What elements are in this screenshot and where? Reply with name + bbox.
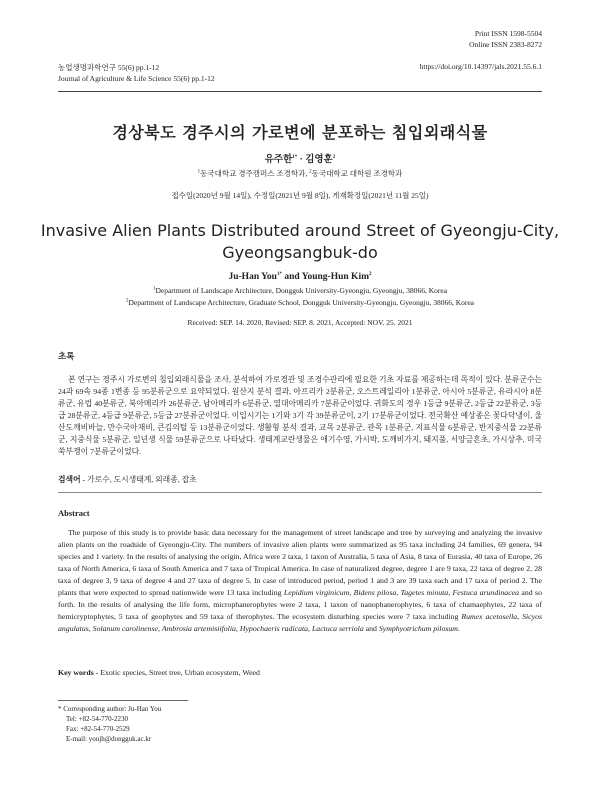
abstract-en-comma: , [235, 624, 240, 633]
species-name: Bidens pilosa [353, 588, 397, 597]
journal-name-en: Journal of Agriculture & Life Science 55(6) pp.1-12 [58, 74, 215, 83]
abstract-en-seg-2: and so forth. In the results of analysing the life form, microphanerophytes were 2 taxa, 1 taxon of nanophanerophytes, 6 taxa of chamaephytes, 22 taxa of hemicryptophytes, 5 taxa of geophytes and 59 taxa of therophytes. The ecosystem disturbing species were 7 taxa including [58, 588, 542, 621]
abstract-en-seg-1: The purpose of this study is to provide basic data necessary for the management of street landscape and tree by surveying and analyzing the invasive alien plants on the roadside of Gyeongju-City. The numbers of invasive alien plants were summarized as 95 taxa including 24 families, 69 genera, 94 species and 1 variety. In the results of analysing the origin, Africa were 2 taxa, 1 taxon of Australia, 5 taxa of Asia, 8 taxa of Eurasia, 40 taxa of Europe, 26 taxa of North America, 6 taxa of South America and 7 taxa of Tropical America. In case of naturalized degree, degree 1 are 9 taxa, 22 taxa of degree 2, 28 taxa of degree 3, 9 taxa of degree 4 and 27 taxa of degree 5. In case of introduced period, period 1 and 3 are 39 taxa each and 17 taxa of period 2. The plants that were expected to spread nationwide were 13 taxa including [58, 528, 542, 597]
abstract-en-comma: , [308, 624, 312, 633]
header-divider [58, 91, 542, 92]
title-korean: 경상북도 경주시의 가로변에 분포하는 침입외래식물 [112, 123, 488, 142]
abstract-en-heading: Abstract [58, 508, 90, 518]
species-name: Festuca arundinacea [452, 588, 520, 597]
dates-english: Received: SEP. 14. 2020, Revised: SEP. 8. 2021, Accepted: NOV. 25. 2021 [187, 318, 413, 327]
title-english-line-2: Gyeongsangbuk-do [222, 243, 378, 262]
species-name: Sicyos angulatus [58, 612, 542, 633]
author-2-ko: 김영훈 [305, 155, 333, 165]
affil-en-1: Department of Landscape Architecture, Dongguk University-Gyeongju, Gyeongju, 38066, Korea [155, 286, 448, 295]
species-name: Ambrosia artemisiifolia [161, 624, 236, 633]
abstract-en-comma: , [448, 588, 453, 597]
abstract-en-seg-3: . [457, 624, 460, 633]
affiliation-english-2 [0, 298, 600, 307]
journal-name-ko: 농업생명과학연구 55(6) pp.1-12 [58, 63, 160, 72]
affiliation-english-1 [0, 286, 600, 295]
keywords-en-text: - Exotic species, Street tree, Urban ecosystem, Weed [93, 668, 260, 677]
keywords-ko [58, 474, 542, 485]
author-1-en: Ju-Han You [228, 272, 277, 283]
author-and: and [281, 272, 302, 283]
abstract-en-body [58, 527, 542, 635]
abstract-en-and: and [363, 624, 379, 633]
online-issn: Online ISSN 2383-8272 [469, 40, 542, 49]
author-1-en-sup: 1* [276, 272, 282, 277]
abstract-en-comma: , [396, 588, 401, 597]
species-name: Solanum carolinense [92, 624, 158, 633]
footnote-tel: Tel: +82-54-770-2230 [66, 715, 128, 723]
abstract-divider [58, 492, 542, 493]
authors-english [0, 272, 600, 282]
authors-korean [0, 151, 600, 165]
doi-link[interactable]: https://doi.org/10.14397/jals.2021.55.6.1 [419, 62, 542, 71]
species-name: Tagetes minuta [400, 588, 449, 597]
affil-ko-1: 동국대학교 경주캠퍼스 조경학과, [200, 169, 310, 178]
author-2-en-sup: 2 [369, 272, 372, 277]
species-name: Lepidium virginicum [283, 588, 350, 597]
affil-ko-2: 동국대학교 대학원 조경학과 [311, 169, 403, 178]
affil-ko-sup-2: 2 [309, 169, 312, 175]
abstract-ko-heading: 초록 [58, 351, 75, 361]
abstract-en-comma: , [517, 612, 523, 621]
print-issn: Print ISSN 1598-5504 [474, 29, 542, 38]
issn-block [469, 28, 542, 50]
affiliations-korean [0, 168, 600, 179]
species-name: Lactuca serriola [311, 624, 364, 633]
affil-en-sup-1: 1 [152, 286, 156, 292]
author-2-ko-sup: 2 [332, 154, 336, 160]
journal-header [58, 62, 215, 84]
author-separator: · [297, 155, 306, 165]
keywords-ko-text: - 가로수, 도시생태계, 외래종, 잡초 [80, 475, 197, 484]
author-2-en: Young-Hun Kim [301, 272, 369, 283]
footnote-fax: Fax: +82-54-770-2529 [66, 725, 130, 733]
species-name: Symphyotrichum pilosum [378, 624, 458, 633]
title-english [0, 220, 600, 264]
footnote [58, 704, 161, 744]
title-english-line-1: Invasive Alien Plants Distributed around Street of Gyeongju-City, [40, 221, 560, 240]
corresponding-author: * Corresponding author: Ju-Han You [58, 705, 162, 713]
affil-ko-sup-1: 1 [197, 169, 201, 175]
affil-en-2: Department of Landscape Architecture, Graduate School, Dongguk University-Gyeongju, Gyeongju, 38066, Korea [128, 298, 475, 307]
author-1-ko-sup: 1* [292, 154, 298, 160]
keywords-en [58, 668, 542, 677]
keywords-en-label: Key words [58, 668, 94, 677]
footnote-divider [58, 700, 188, 701]
abstract-ko-body: 본 연구는 경주시 가로변의 침입외래식물을 조사, 분석하여 가로경관 및 조경수관리에 필요한 기초 자료를 제공하는데 목적이 있다. 분류군수는 24과 69속 94종 1변종 등 95분류군으로 요약되었다. 원산지 분석 결과, 아프리카 2분류군, 오스트레일리아 1분류군, 아시아 5분류군, 유라시아 8분류군, 유럽 40분류군, 북아메리카 26분류군, 남아메리카 6분류군, 열대아메리카 7분류군이었다. 귀화도의 경우 1등급 9분류군, 2등급 22분류군, 3등급 28분류군, 4등급 9분류군, 5등급 27분류군이었다. 이입시기는 1기와 3기 각 39분류군이, 2기 17분류군이었다. 전국확산 예상종은 꽃다닥냉이, 울산도깨비바늘, 만수국아재비, 큰김의털 등 13분류군이었다. 생활형 분석 결과, 교목 2분류군, 관목 1분류군, 지표식물 6분류군, 반지중식물 22분류군, 지중식물 5분류군, 일년생 식물 59분류군으로 나타났다. 생태계교란생물은 애기수영, 가시박, 도깨비가지, 돼지풀, 서양금혼초, 가시상추, 미국쑥부쟁이 7분류군이었다. [58, 375, 542, 456]
abstract-en-comma: , [88, 624, 93, 633]
abstract-en-comma: , [158, 624, 162, 633]
dates-korean: 접수일(2020년 9월 14일), 수정일(2021년 9월 8일), 게재확정일(2021년 11월 25일) [171, 191, 429, 200]
footnote-email[interactable]: E-mail: youjh@dongguk.ac.kr [66, 735, 152, 743]
species-name: Hypochaeris radicata [239, 624, 309, 633]
keywords-ko-label: 검색어 [58, 475, 81, 484]
author-1-ko: 유주한 [264, 155, 293, 165]
affil-en-sup-2: 2 [125, 298, 129, 304]
abstract-en-comma: , [349, 588, 354, 597]
species-name: Rumex acetosella [461, 612, 518, 621]
